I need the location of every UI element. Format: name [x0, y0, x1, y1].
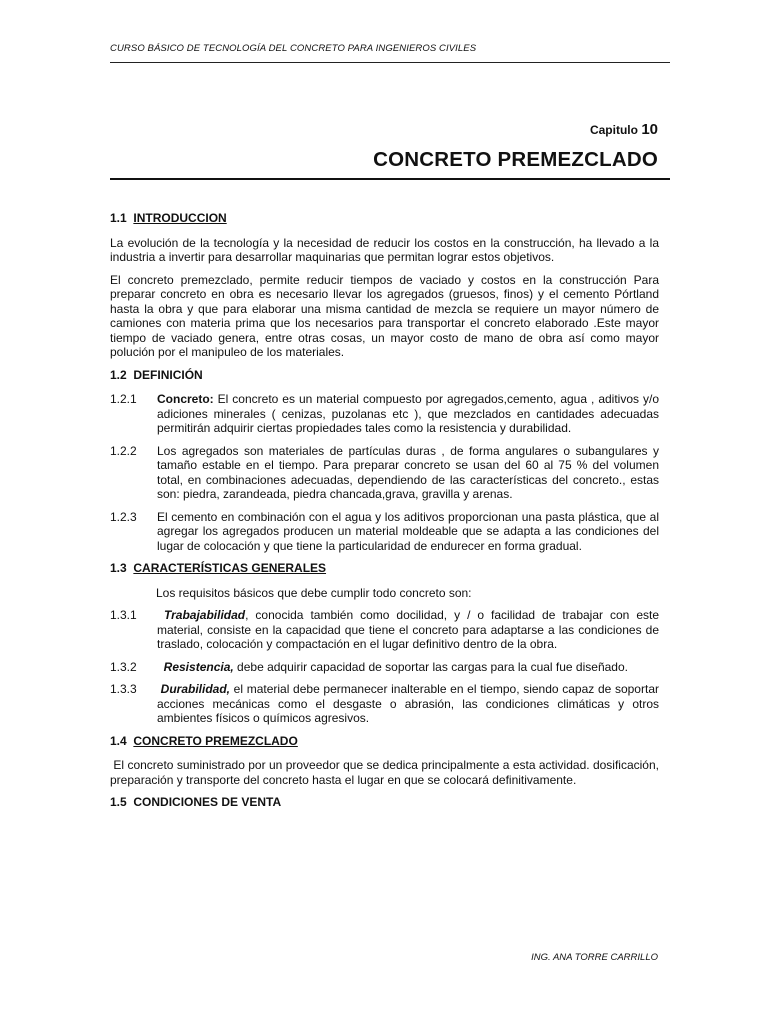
list-item — [110, 510, 659, 554]
section-title: INTRODUCCION — [133, 211, 227, 225]
chapter-word: Capitulo — [589, 123, 638, 137]
body-content — [110, 211, 659, 820]
item-text: Los agregados son materiales de partículas duras , de forma angulares o subangulares y tamaño estable en el tiempo. Para preparar concreto se usan del 60 al 75 % del volumen total, en combinaciones adecuadas, dependiendo de las características del concreto., estas son: piedra, zarandeada, piedra chancada,grava, gravilla y arenas. — [157, 443, 659, 501]
paragraph-text: El concreto suministrado por un proveedor que se dedica principalmente a esta actividad. dosificación, preparación y transporte del concreto hasta el lugar en que se colocará definitivamente. — [110, 758, 659, 787]
paragraph: Los requisitos básicos que debe cumplir todo concreto son: — [156, 585, 472, 600]
item-term: Resistencia, — [163, 659, 234, 674]
item-number: 1.3.1 — [110, 608, 137, 622]
section-number: 1.4 — [110, 733, 127, 748]
item-body: el material debe permanecer inalterable en el tiempo, siendo capaz de soportar acciones mecánicas como el desgaste o abrasión, las condiciones climáticas y otros ambientes físicos o químicos agresivos. — [157, 682, 659, 725]
item-text — [157, 392, 659, 436]
chapter-number: 10 — [641, 121, 658, 138]
item-body: , conocida también como docilidad, y / o facilidad de trabajar con este material, consiste en la capacidad que tiene el concreto para adaptarse a las condiciones de traslado, colocación y compactación en el lugar definitivo dentro de la obra. — [157, 608, 659, 651]
section-number: 1.3 — [110, 561, 127, 575]
section-heading-condiciones-venta — [110, 795, 659, 810]
title-rule — [110, 178, 670, 180]
section-number: 1.1 — [110, 211, 127, 225]
paragraph: El concreto premezclado, permite reducir tiempos de vaciado y costos en la construcción Para preparar concreto en obra es necesario llevar los agregados (gruesos, finos) y el cemento Pórtland hasta la obra y que para elaborar una misma cantidad de mezcla se requiere un mayor número de camiones con materia prima que los necesarios para transportar el concreto elaborado .Este mayor tiempo de vaciado genera, entre otras cosas, un mayor costo de mano de obra así como mayor polución por el manipuleo de los materiales. — [110, 272, 659, 359]
chapter-title: CONCRETO PREMEZCLADO — [373, 148, 658, 171]
section-title: DEFINICIÓN — [133, 367, 203, 382]
item-text — [157, 608, 659, 652]
item-number: 1.3.2 — [110, 659, 137, 674]
item-body: El concreto es un material compuesto por agregados,cemento, agua , aditivos y/o adiciones minerales ( cenizas, puzolanas etc ), que mezclados en cantidades adecuadas permitirán adquirir ciertas propiedades tales como la resistencia y durabilidad. — [157, 392, 659, 435]
footer-author: ING. ANA TORRE CARRILLO — [531, 952, 658, 963]
section-title: CONCRETO PREMEZCLADO — [133, 733, 298, 748]
header-rule — [110, 62, 670, 63]
list-item — [110, 444, 659, 502]
list-item — [110, 392, 659, 436]
item-number: 1.3.3 — [110, 682, 137, 696]
list-item — [110, 608, 659, 652]
item-number: 1.2.1 — [110, 392, 137, 406]
item-term: Concreto: — [157, 392, 214, 406]
section-heading-definicion — [110, 368, 659, 383]
item-text — [157, 660, 659, 675]
running-header: CURSO BÁSICO DE TECNOLOGÍA DEL CONCRETO PARA INGENIEROS CIVILES — [110, 43, 477, 54]
item-text: El cemento en combinación con el agua y los aditivos proporcionan una pasta plástica, que al agregar los agregados producen un material moldeable que se adapta a las condiciones del lugar de colocación y que tiene la particularidad de endurecer en forma gradual. — [157, 509, 659, 553]
paragraph: La evolución de la tecnología y la necesidad de reducir los costos en la construcción, ha llevado a la industria a invertir para desarrollar maquinarias que permitan lograr estos objetivos. — [110, 235, 659, 264]
section-heading-introduccion — [110, 211, 659, 226]
section-heading-caracteristicas — [110, 561, 659, 576]
item-number: 1.2.3 — [110, 509, 137, 524]
item-number: 1.2.2 — [110, 443, 137, 458]
item-text — [157, 682, 659, 726]
list-item — [110, 682, 659, 726]
paragraph — [110, 758, 659, 787]
list-item — [110, 660, 659, 675]
item-term: Durabilidad, — [160, 682, 231, 696]
section-title: CARACTERÍSTICAS GENERALES — [133, 561, 327, 575]
section-heading-concreto-premezclado — [110, 734, 659, 749]
item-body: debe adquirir capacidad de soportar las cargas para la cual fue diseñado. — [233, 659, 628, 674]
item-term: Trabajabilidad — [163, 608, 246, 622]
chapter-label — [590, 121, 658, 138]
section-title: CONDICIONES DE VENTA — [133, 795, 282, 809]
section-number: 1.5 — [110, 795, 127, 809]
section-number: 1.2 — [110, 367, 127, 382]
